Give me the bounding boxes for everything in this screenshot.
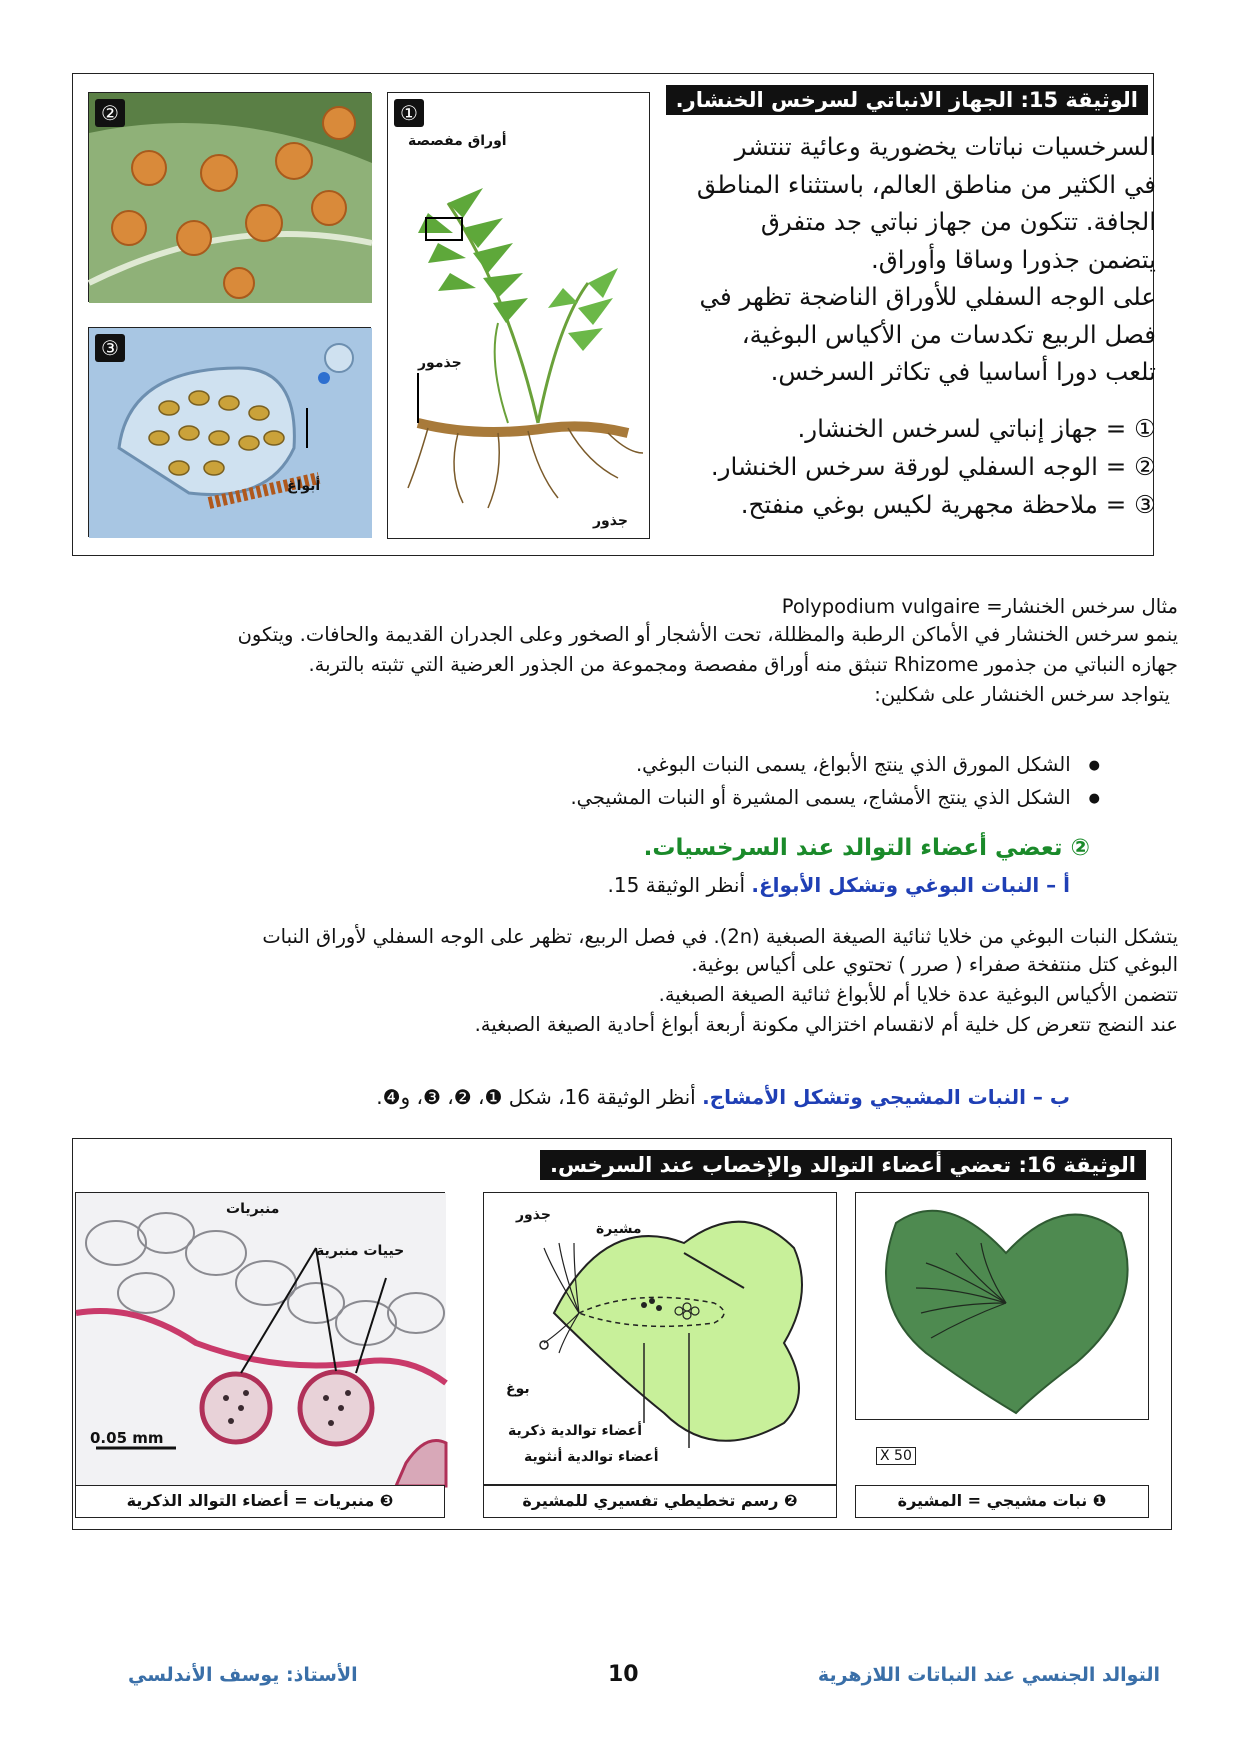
subsection-b-heading [376, 1085, 1070, 1109]
label-female-organs: أعضاء توالدية أنثوية [524, 1449, 659, 1465]
doc15-line: على الوجه السفلي للأوراق الناضجة تظهر في [699, 282, 1156, 311]
label-spore: بوغ [506, 1381, 530, 1397]
subsection-a-ref: أنظر الوثيقة 15. [607, 873, 746, 897]
doc15-line: تلعب دورا أساسيا في تكاثر السرخس. [770, 357, 1156, 386]
label-roots: جذور [593, 513, 628, 529]
list-item: ● الشكل الذي ينتج الأمشاج، يسمى المشيرة أو النبات المشيجي. [200, 783, 1100, 816]
label-rhizome: جذمور [418, 355, 462, 371]
intro-line-4: يتواجد سرخس الخنشار على شكلين: [874, 683, 1170, 706]
caption-fig-3: ❸ منبريات = أعضاء التوالد الذكرية [75, 1485, 445, 1518]
intro-line-1: مثال سرخس الخنشار= Polypodium vulgaire [781, 595, 1178, 618]
section-2-heading: ② تعضي أعضاء التوالد عند السرخسيات. [643, 835, 1090, 861]
magnification-label: X 50 [876, 1447, 916, 1465]
para-a-line-4: عند النضج تتعرض كل خلية أم لانقسام اختزالي مكونة أربعة أبواغ أحادية الصيغة الصبغية. [474, 1013, 1178, 1036]
prothallus-photo [855, 1192, 1149, 1464]
doc15-line: السرخسيات نباتات يخضورية وعائية تنتشر [734, 132, 1156, 161]
label-leaves: أوراق مفصصة [408, 133, 507, 149]
caption-fig-2: ❷ رسم تخطيطي تفسيري للمشيرة [483, 1485, 837, 1518]
intro-line-3: جهازه النباتي من جذمور Rhizome تنبثق منه أوراق مفصصة ومجموعة من الجذور العرضية التي تثبته بالتربة. [308, 653, 1178, 676]
legend-item: ③ = ملاحظة مجهرية لكيس بوغي منفتح. [740, 490, 1156, 519]
subsection-b-title: ب – النبات المشيجي وتشكل الأمشاج. [702, 1085, 1070, 1109]
prothallus-schematic [484, 1193, 838, 1486]
fern-plant-illustration [388, 93, 651, 540]
panel-number-2: ② [95, 99, 125, 127]
doc15-title: الوثيقة 15: الجهاز الانباتي لسرخس الخنشار. [666, 85, 1148, 115]
legend-item: ② = الوجه السفلي لورقة سرخس الخنشار. [710, 452, 1156, 481]
fern-plant-drawing [387, 92, 650, 539]
doc15-line: الجافة. تتكون من جهاز نباتي جد متفرق [760, 207, 1156, 236]
panel-number-1: ① [394, 99, 424, 127]
sporangium-micrograph [88, 327, 371, 537]
para-a-line-2: البوغي كتل منتفخة صفراء ( صرر ) تحتوي على أكياس بوغية. [691, 953, 1178, 976]
label-antheridia: منبريات [226, 1201, 280, 1217]
page-number: 10 [608, 1662, 639, 1687]
doc15-line: فصل الربيع تكدسات من الأكياس البوغية، [741, 319, 1156, 349]
footer-author: الأستاذ: يوسف الأندلسي [128, 1664, 358, 1686]
para-a-line-1: يتشكل النبات البوغي من خلايا ثنائية الصيغة الصبغية (2n). في فصل الربيع، تظهر على الوجه السفلي لأوراق النبات [262, 925, 1178, 948]
intro-line-2: ينمو سرخس الخنشار في الأماكن الرطبة والمظللة، تحت الأشجار أو الصخور وعلى الجدران القديمة والحافات. ويتكون [237, 623, 1178, 646]
prothallus-diagram [483, 1192, 837, 1485]
sporangium-illustration [89, 328, 372, 538]
doc15-paragraph [666, 128, 1156, 391]
label-male-organs: أعضاء توالدية ذكرية [508, 1423, 643, 1439]
panel-number-3: ③ [95, 334, 125, 362]
doc15-legend [666, 410, 1156, 524]
leaf-underside-photo [88, 92, 371, 302]
label-prothallus: مشيرة [596, 1221, 642, 1237]
doc16-title: الوثيقة 16: تعضي أعضاء التوالد والإخصاب عند السرخس. [540, 1150, 1146, 1180]
legend-item: ① = جهاز إنباتي لسرخس الخنشار. [797, 414, 1156, 443]
prothallus-illustration [856, 1193, 1150, 1421]
subsection-b-ref: أنظر الوثيقة 16، شكل ❶، ❷، ❸، و❹. [376, 1085, 696, 1109]
label-spores: أبواغ [287, 478, 321, 494]
caption-fig-1: ❶ نبات مشيجي = المشيرة [855, 1485, 1149, 1518]
doc15-line: في الكثير من مناطق العالم، باستثناء المناطق [696, 169, 1156, 199]
leaf-underside-illustration [89, 93, 372, 303]
list-item: ● الشكل المورق الذي ينتج الأبواغ، يسمى النبات البوغي. [200, 750, 1100, 783]
doc15-line: يتضمن جذورا وساقا وأوراق. [870, 244, 1156, 274]
subsection-a-heading [608, 873, 1071, 897]
para-a-line-3: تتضمن الأكياس البوغية عدة خلايا أم للأبواغ ثنائية الصيغة الصبغية. [658, 983, 1178, 1006]
scale-bar-label: 0.05 mm [90, 1429, 164, 1447]
forms-list [200, 750, 1100, 816]
label-roots-diagram: جذور [516, 1207, 551, 1223]
subsection-a-title: أ – النبات البوغي وتشكل الأبواغ. [751, 873, 1070, 897]
label-antherozoids: حييات منبرية [316, 1243, 405, 1259]
footer-chapter-title: التوالد الجنسي عند النباتات اللازهرية [817, 1664, 1160, 1686]
antheridia-micrograph [75, 1192, 445, 1485]
